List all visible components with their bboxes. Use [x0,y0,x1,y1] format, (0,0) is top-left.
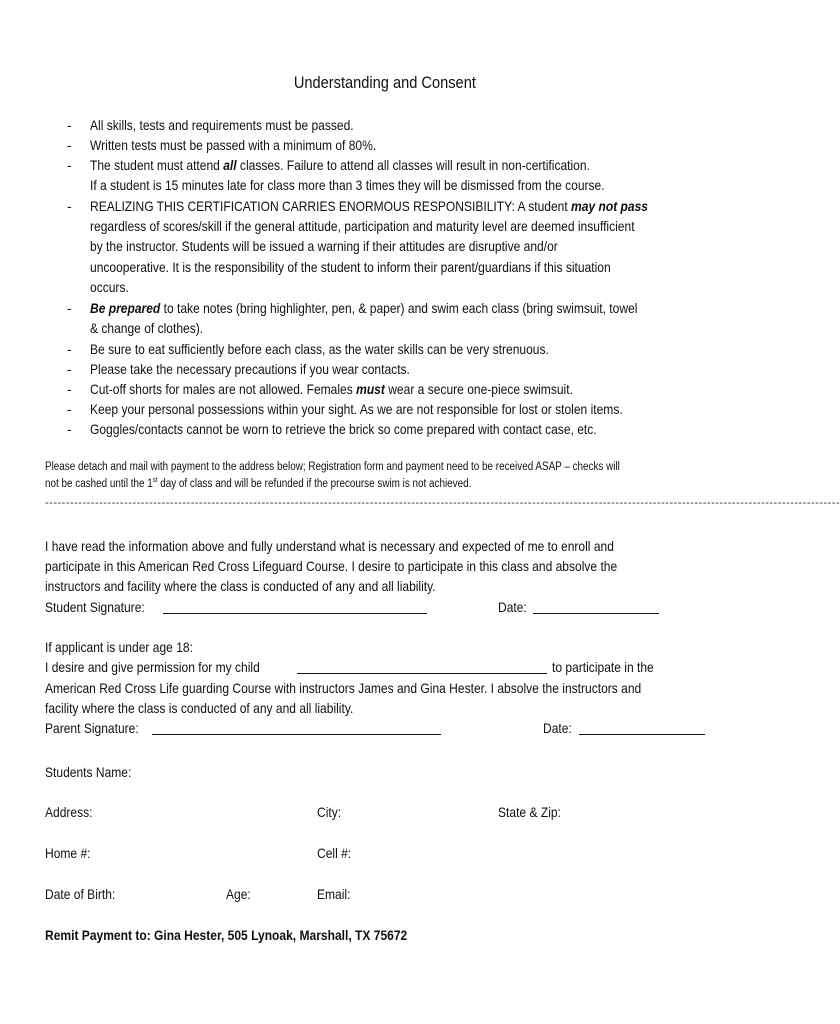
minor-text: American Red Cross Life guarding Course with instructors James and Gina Hester. I absolve the instructors and [45,680,642,696]
mail-note: Please detach and mail with payment to the address below; Registration form and payment need to be received ASAP – checks will [45,461,620,473]
bullet-dash: - [67,137,72,153]
bullet-dash: - [67,117,72,133]
parent-signature-label: Parent Signature: [45,720,139,736]
remit-payment: Remit Payment to: Gina Hester, 505 Lynoak, Marshall, TX 75672 [45,927,408,943]
minor-text: I desire and give permission for my child [45,659,260,675]
minor-text: facility where the class is conducted of any and all liability. [45,700,354,716]
detach-cut-line: ----------------------------------------------------------------------------------------------------------------------------------------------------------------------------------------------- [45,497,840,509]
consent-text: participate in this American Red Cross Lifeguard Course. I desire to participate in this class and absolve the [45,558,618,574]
bullet-text: uncooperative. It is the responsibility of the student to inform their parent/guardians if this situation [90,259,611,275]
bullet-dash: - [67,198,72,214]
bullet-text: Written tests must be passed with a minimum of 80%. [90,137,377,153]
bullet-text: Keep your personal possessions within your sight. As we are not responsible for lost or stolen items. [90,401,623,417]
student-date-field[interactable] [533,599,659,614]
bullet-text: All skills, tests and requirements must be passed. [90,117,354,133]
consent-text: instructors and facility where the class is conducted of any and all liability. [45,578,436,594]
parent-date-label: Date: [543,720,572,736]
dob-label: Date of Birth: [45,886,116,902]
students-name-label: Students Name: [45,764,132,780]
mail-note: not be cashed until the 1st day of class and will be refunded if the precourse swim is not achieved. [45,477,472,490]
minor-text: to participate in the [552,659,654,675]
bullet-text: occurs. [90,279,129,295]
bullet-dash: - [67,157,72,173]
bullet-dash: - [67,401,72,417]
bullet-text: Be sure to eat sufficiently before each class, as the water skills can be very strenuous. [90,341,549,357]
child-name-field[interactable] [297,659,547,674]
student-signature-field[interactable] [163,599,427,614]
bullet-text: Goggles/contacts cannot be worn to retrieve the brick so come prepared with contact case, etc. [90,421,597,437]
city-label: City: [317,804,342,820]
bullet-dash: - [67,421,72,437]
parent-signature-field[interactable] [152,720,441,735]
student-signature-label: Student Signature: [45,599,145,615]
student-date-label: Date: [498,599,527,615]
age-label: Age: [226,886,251,902]
minor-heading: If applicant is under age 18: [45,639,193,655]
bullet-dash: - [67,361,72,377]
home-phone-label: Home #: [45,845,91,861]
bullet-text: REALIZING THIS CERTIFICATION CARRIES ENORMOUS RESPONSIBILITY: A student may not pass [90,198,649,214]
bullet-dash: - [67,300,72,316]
bullet-dash: - [67,381,72,397]
bullet-text: Be prepared to take notes (bring highlighter, pen, & paper) and swim each class (bring swimsuit, towel [90,300,638,316]
state-zip-label: State & Zip: [498,804,561,820]
page-title: Understanding and Consent [293,73,477,92]
bullet-text: & change of clothes). [90,320,204,336]
address-label: Address: [45,804,93,820]
bullet-text: Please take the necessary precautions if you wear contacts. [90,361,410,377]
email-label: Email: [317,886,351,902]
bullet-text: regardless of scores/skill if the general attitude, participation and maturity level are deemed insufficient [90,218,635,234]
parent-date-field[interactable] [579,720,705,735]
consent-text: I have read the information above and fully understand what is necessary and expected of me to enroll and [45,538,614,554]
cell-phone-label: Cell #: [317,845,352,861]
bullet-text: by the instructor. Students will be issued a warning if their attitudes are disruptive and/or [90,238,558,254]
bullet-text: The student must attend all classes. Failure to attend all classes will result in non-certification. [90,157,590,173]
bullet-text: If a student is 15 minutes late for class more than 3 times they will be dismissed from the course. [90,177,605,193]
bullet-dash: - [67,341,72,357]
bullet-text: Cut-off shorts for males are not allowed. Females must wear a secure one-piece swimsuit. [90,381,573,397]
